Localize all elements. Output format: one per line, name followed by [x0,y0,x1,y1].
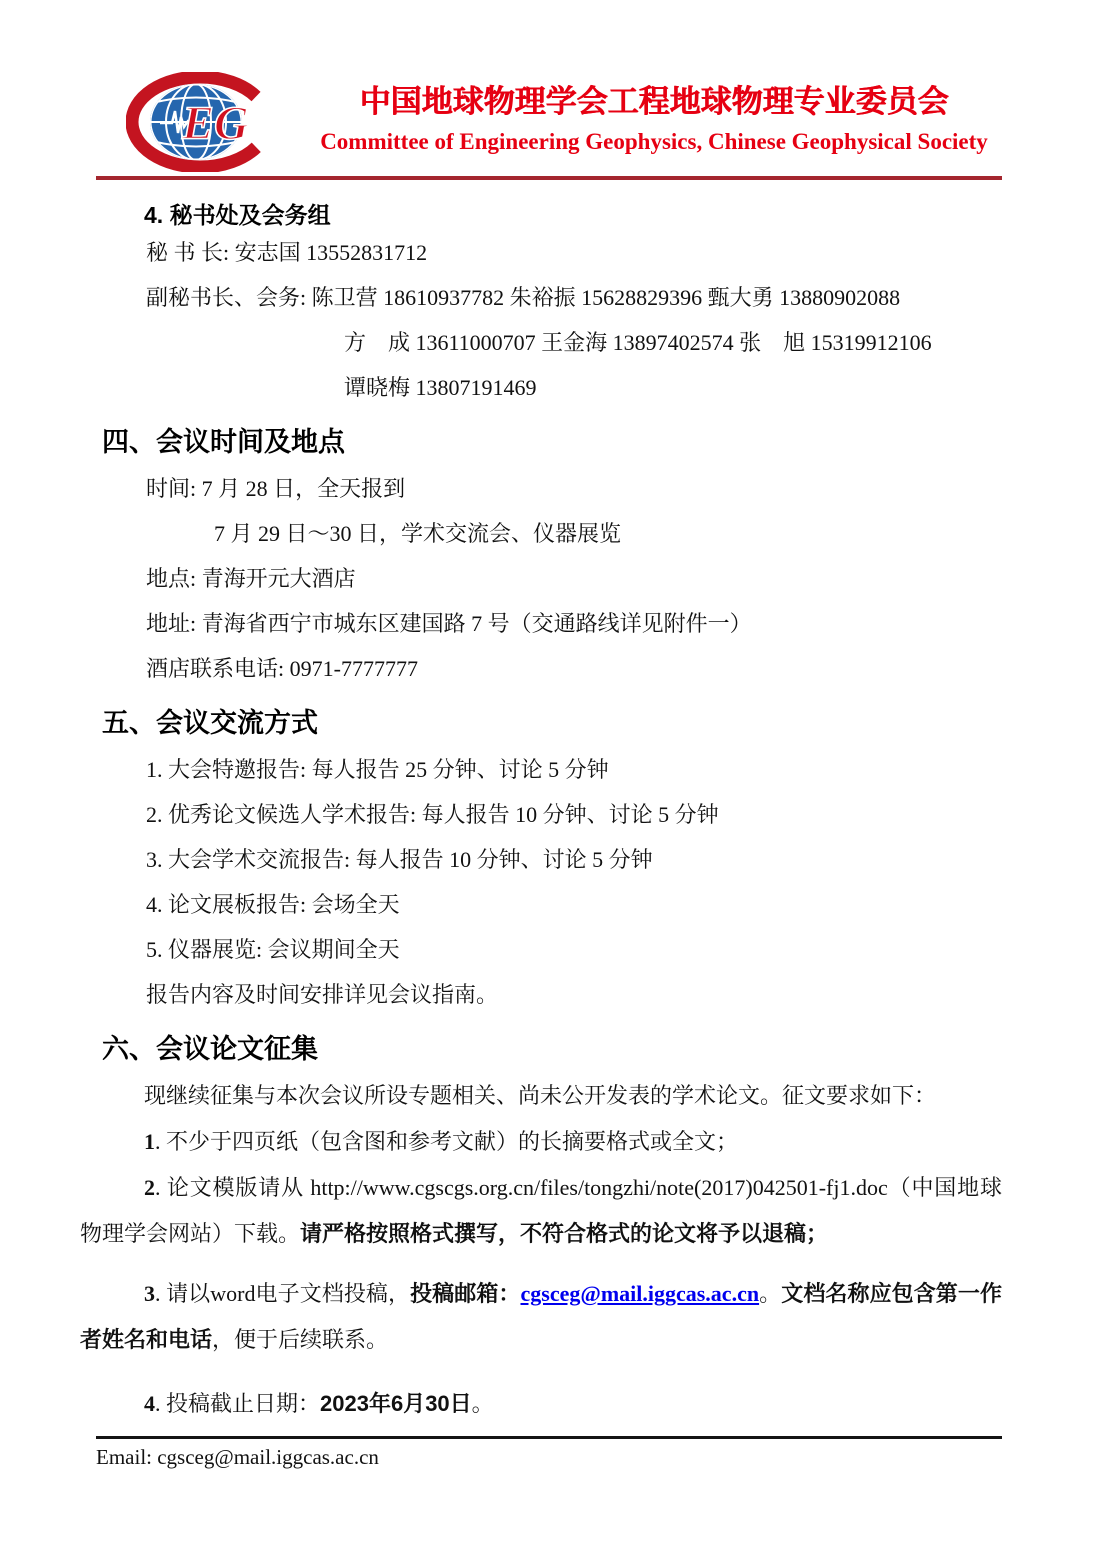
footer-divider [96,1436,1002,1439]
letterhead [0,0,1102,172]
exchange-item-5: 5. 仪器展览: 会议期间全天 [146,937,400,962]
org-title-chinese: 中国地球物理学会工程地球物理专业委员会 [359,84,949,119]
heading-meeting-time-place: 四、会议时间及地点 [102,427,345,457]
papers-intro [80,1073,1002,1119]
papers-item-2 [80,1165,1002,1257]
ceg-logo-icon [126,72,274,172]
papers-item-1-text: . 不少于四页纸（包含图和参考文献）的长摘要格式或全文； [155,1129,739,1154]
papers-item-2-text: . 论文模版请从 http://www.cgscgs.org.cn/files/tongzhi/note(2017)042501-fj1.doc（中国地球物理学会网站）下载。 [80,1175,1002,1246]
papers-item-4-text-2: 。 [471,1391,494,1416]
address-line: 地址: 青海省西宁市城东区建国路 7 号（交通路线详见附件一） [146,611,752,636]
papers-item-3-email-label: 投稿邮箱： [410,1281,521,1306]
papers-item-4-text-1: . 投稿截止日期： [155,1391,321,1416]
papers-item-2-warning: 请严格按照格式撰写，不符合格式的论文将予以退稿； [300,1221,829,1246]
org-title-english: Committee of Engineering Geophysics, Chinese Geophysical Society [320,129,988,154]
venue-line: 地点: 青海开元大酒店 [146,566,356,591]
meeting-time-line-2: 7 月 29 日～30 日，学术交流会、仪器展览 [214,521,622,546]
header-divider [96,176,1002,180]
heading-secretariat: 4. 秘书处及会务组 [144,202,331,228]
papers-intro-text: 现继续征集与本次会议所设专题相关、尚未公开发表的学术论文。征文要求如下： [144,1083,937,1108]
deputy-secretary-line: 副秘书长、会务: 陈卫营 18610937782 朱裕振 15628829396 甄大勇 13880902088 [146,285,901,310]
papers-item-2-number: 2 [144,1175,155,1200]
meeting-time-line: 时间: 7 月 28 日，全天报到 [146,476,406,501]
heading-paper-collection: 六、会议论文征集 [102,1034,318,1064]
papers-item-4-number: 4 [144,1391,155,1416]
papers-item-3-naming-rule: 文档名称应包含第一作者姓名和电话 [80,1281,1002,1352]
papers-item-1-number: 1 [144,1129,155,1154]
letterhead-titles [304,76,1004,155]
svg-text:EG: EG [182,97,249,150]
heading-exchange-methods: 五、会议交流方式 [102,708,318,738]
secretary-general-line: 秘 书 长: 安志国 13552831712 [146,240,428,265]
papers-item-3-text-2: 。 [759,1281,782,1306]
footer-email: Email: cgsceg@mail.iggcas.ac.cn [96,1445,379,1469]
papers-item-3-text-1: . 请以word电子文档投稿， [155,1281,411,1306]
exchange-item-3: 3. 大会学术交流报告: 每人报告 10 分钟、讨论 5 分钟 [146,847,653,872]
hotel-phone-line: 酒店联系电话: 0971-7777777 [146,656,418,681]
submission-email-link[interactable]: cgsceg@mail.iggcas.ac.cn [520,1281,760,1306]
papers-item-3 [80,1271,1002,1363]
document-body [0,200,1102,1427]
papers-item-3-text-3: ，便于后续联系。 [212,1327,389,1352]
exchange-note: 报告内容及时间安排详见会议指南。 [146,982,499,1007]
page-footer [96,1436,1002,1470]
papers-item-1 [80,1119,1002,1165]
papers-item-3-number: 3 [144,1281,155,1306]
deputy-secretary-line-cont-1: 方 成 13611000707 王金海 13897402574 张 旭 15319912106 [344,330,932,355]
exchange-item-4: 4. 论文展板报告: 会场全天 [146,892,400,917]
exchange-item-1: 1. 大会特邀报告: 每人报告 25 分钟、讨论 5 分钟 [146,757,609,782]
deputy-secretary-line-cont-2: 谭晓梅 13807191469 [344,375,537,400]
exchange-item-2: 2. 优秀论文候选人学术报告: 每人报告 10 分钟、讨论 5 分钟 [146,802,719,827]
papers-item-4 [80,1381,1002,1427]
papers-item-4-deadline: 2023年6月30日 [320,1391,472,1416]
